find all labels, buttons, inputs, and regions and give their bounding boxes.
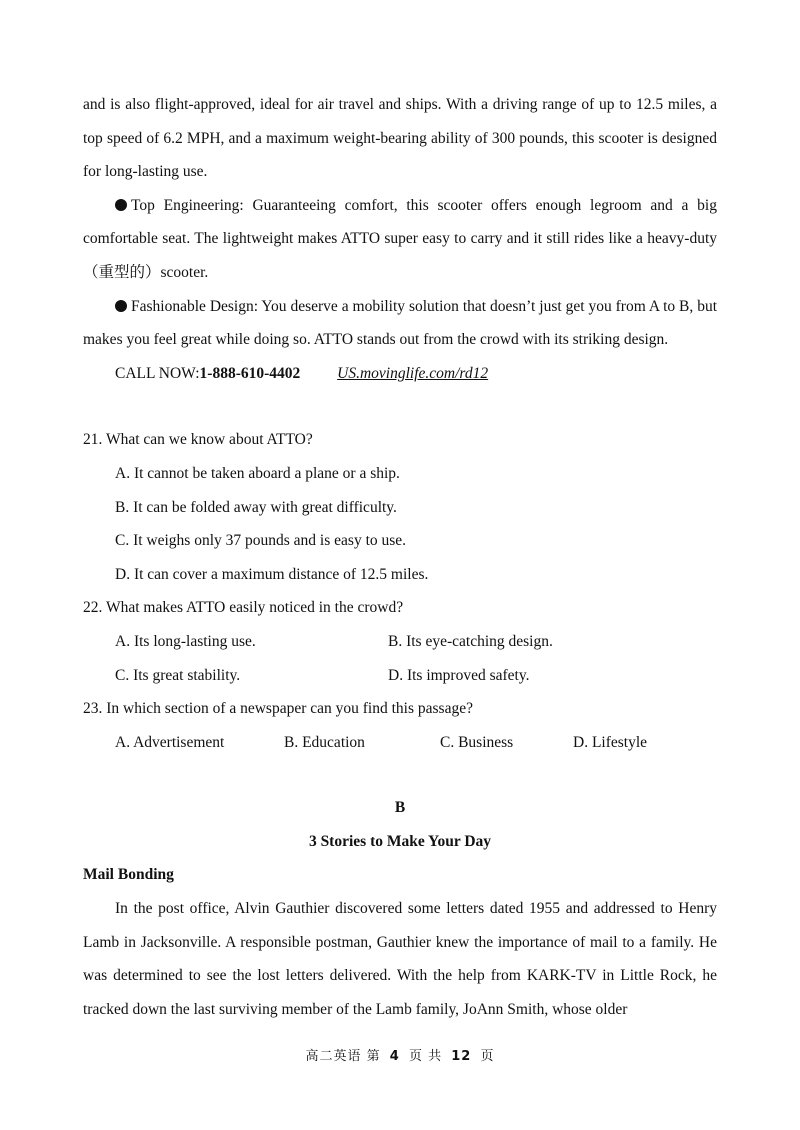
feature-design-text: Fashionable Design: You deserve a mobility solution that doesn’t just get you from A to B, but makes you feel great while doing so. ATTO stands out from the crowd with its striking design. xyxy=(83,297,717,349)
q21-option-d: D. It can cover a maximum distance of 12.5 miles. xyxy=(115,565,429,583)
story-1-heading: Mail Bonding xyxy=(83,866,174,884)
feature-engineering xyxy=(83,189,717,290)
passage-b-title: 3 Stories to Make Your Day xyxy=(308,832,492,850)
q23-option-b: B. Education xyxy=(284,733,365,751)
spacer xyxy=(83,390,717,423)
footer-page-mid: 页 共 xyxy=(408,1049,443,1064)
footer-page-prefix: 第 xyxy=(366,1049,381,1064)
question-23: 23. In which section of a newspaper can you find this passage? xyxy=(83,700,473,718)
bullet-icon xyxy=(115,300,127,312)
footer-page-number: 4 xyxy=(389,1049,400,1064)
q21-option-c: C. It weighs only 37 pounds and is easy to use. xyxy=(115,532,407,550)
bullet-icon xyxy=(115,199,127,211)
question-22: 22. What makes ATTO easily noticed in the crowd? xyxy=(83,599,404,617)
page-footer xyxy=(0,1045,800,1064)
q22-option-c: C. Its great stability. xyxy=(115,666,241,684)
q23-option-d: D. Lifestyle xyxy=(573,733,648,751)
q23-option-c: C. Business xyxy=(440,733,514,751)
q22-option-a: A. Its long-lasting use. xyxy=(115,632,256,650)
q21-option-b: B. It can be folded away with great difficulty. xyxy=(115,498,397,516)
question-21: 21. What can we know about ATTO? xyxy=(83,431,313,449)
passage-a-intro: and is also flight-approved, ideal for air travel and ships. With a driving range of up to 12.5 miles, a top speed of 6.2 MPH, and a maximum weight-bearing ability of 300 pounds, this scooter is designed for long-lasting use. xyxy=(83,96,717,181)
footer-page-suffix: 页 xyxy=(480,1049,495,1064)
q22-options-row-2 xyxy=(83,659,717,693)
call-phone: 1-888-610-4402 xyxy=(199,364,301,382)
q22-option-b: B. Its eye-catching design. xyxy=(388,632,553,650)
q22-options-row-1 xyxy=(83,625,717,659)
call-now-line xyxy=(83,357,717,391)
q22-option-d: D. Its improved safety. xyxy=(388,666,530,684)
call-label: CALL NOW: xyxy=(115,364,200,382)
story-1-text: In the post office, Alvin Gauthier discovered some letters dated 1955 and addressed to Henry Lamb in Jacksonville. A responsible postman, Gauthier knew the importance of mail to a family. He was determined to see the lost letters delivered. With the help from KARK-TV in Little Rock, he tracked down the last surviving member of the Lamb family, JoAnn Smith, whose older xyxy=(83,900,717,1018)
q21-option-a: A. It cannot be taken aboard a plane or a ship. xyxy=(115,464,400,482)
call-url-link[interactable]: US.movinglife.com/rd12 xyxy=(337,364,489,382)
section-b-letter: B xyxy=(394,799,406,817)
footer-subject: 高二英语 xyxy=(305,1049,362,1064)
exam-page xyxy=(83,88,717,1026)
feature-design xyxy=(83,290,717,357)
q23-option-a: A. Advertisement xyxy=(115,733,225,751)
feature-engineering-text: Top Engineering: Guaranteeing comfort, this scooter offers enough legroom and a big comfortable seat. The lightweight makes ATTO super easy to carry and it still rides like a heavy-duty（重型的）scooter. xyxy=(83,196,717,281)
q23-options-row xyxy=(83,726,717,760)
footer-total-pages: 12 xyxy=(451,1049,472,1064)
